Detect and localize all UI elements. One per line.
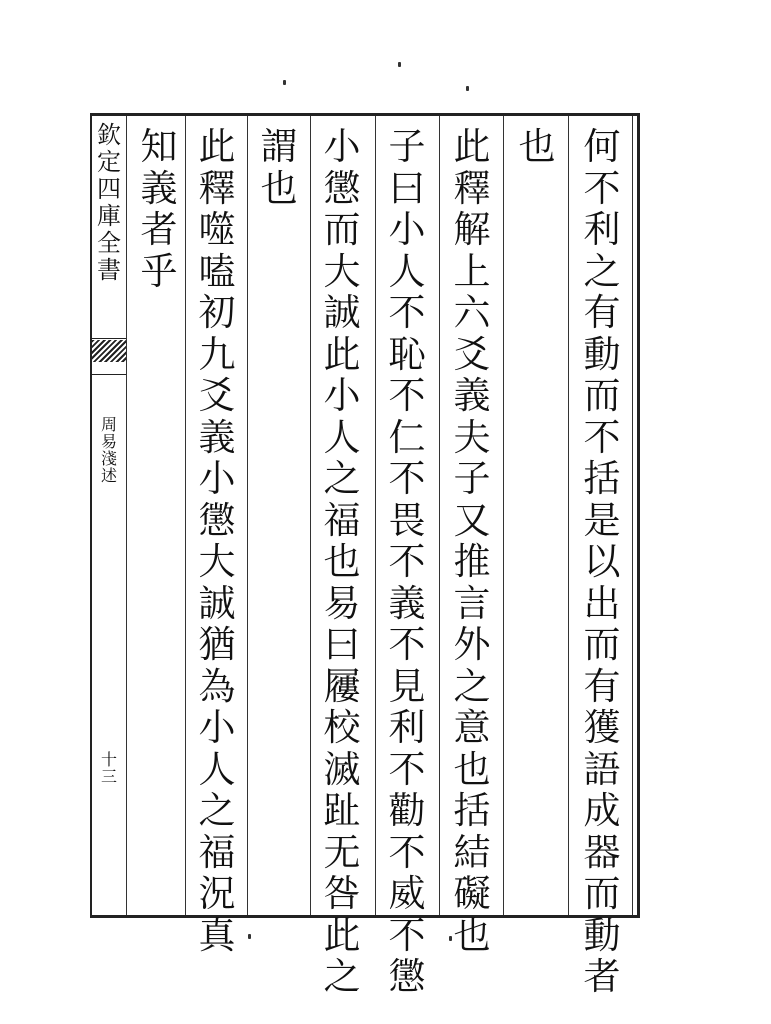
glyph: 成 bbox=[583, 789, 621, 832]
glyph: 恥 bbox=[388, 332, 426, 376]
glyph: 校 bbox=[323, 706, 361, 749]
glyph: 義 bbox=[198, 415, 236, 459]
glyph: 易 bbox=[323, 581, 361, 625]
glyph: 解 bbox=[453, 208, 491, 251]
glyph: 不 bbox=[583, 166, 621, 210]
text-column-5 bbox=[312, 126, 372, 998]
glyph: 夫 bbox=[453, 415, 491, 459]
glyph: 義 bbox=[140, 166, 178, 210]
glyph: 知 bbox=[140, 125, 178, 168]
glyph: 此 bbox=[323, 332, 361, 376]
glyph: 无 bbox=[323, 830, 361, 874]
glyph: 此 bbox=[323, 913, 361, 957]
glyph: 庫 bbox=[97, 202, 121, 230]
glyph: 何 bbox=[583, 125, 621, 168]
glyph: 真 bbox=[198, 913, 236, 957]
glyph: 易 bbox=[100, 432, 117, 451]
glyph: 言 bbox=[453, 581, 491, 625]
text-column-4 bbox=[377, 126, 437, 998]
scan-speck bbox=[466, 86, 469, 91]
glyph: 不 bbox=[583, 415, 621, 459]
glyph: 乎 bbox=[140, 249, 178, 293]
glyph: 推 bbox=[453, 540, 491, 583]
glyph: 定 bbox=[97, 148, 121, 176]
glyph: 者 bbox=[140, 208, 178, 251]
glyph: 書 bbox=[97, 256, 121, 284]
glyph: 小 bbox=[198, 457, 236, 500]
glyph: 謂 bbox=[260, 125, 298, 168]
page-number bbox=[92, 751, 126, 785]
glyph: 不 bbox=[388, 747, 426, 791]
glyph: 不 bbox=[388, 913, 426, 957]
glyph: 人 bbox=[323, 415, 361, 459]
glyph: 子 bbox=[388, 125, 426, 168]
scan-speck bbox=[248, 934, 251, 939]
glyph: 不 bbox=[388, 540, 426, 583]
text-column-8 bbox=[129, 126, 189, 292]
glyph: 也 bbox=[518, 125, 556, 168]
glyph: 意 bbox=[453, 706, 491, 749]
glyph: 欽 bbox=[97, 121, 121, 149]
glyph: 懲 bbox=[388, 955, 426, 998]
glyph: 九 bbox=[198, 332, 236, 376]
glyph: 也 bbox=[453, 913, 491, 957]
glyph: 利 bbox=[583, 208, 621, 251]
glyph: 利 bbox=[388, 706, 426, 749]
glyph: 義 bbox=[388, 581, 426, 625]
glyph: 而 bbox=[323, 208, 361, 251]
glyph: 出 bbox=[583, 581, 621, 625]
glyph: 小 bbox=[388, 208, 426, 251]
text-column-6 bbox=[249, 126, 309, 209]
glyph: 威 bbox=[388, 872, 426, 915]
column-rule bbox=[503, 116, 504, 915]
glyph: 周 bbox=[100, 415, 117, 434]
glyph: 礙 bbox=[453, 872, 491, 915]
glyph: 咎 bbox=[323, 872, 361, 915]
fishtail-top-rule bbox=[92, 338, 126, 339]
margin-title bbox=[92, 122, 126, 284]
glyph: 小 bbox=[323, 125, 361, 168]
glyph: 爻 bbox=[198, 374, 236, 417]
glyph: 而 bbox=[583, 374, 621, 417]
glyph: 有 bbox=[583, 664, 621, 708]
glyph: 不 bbox=[388, 374, 426, 417]
glyph: 是 bbox=[583, 498, 621, 542]
glyph: 畏 bbox=[388, 498, 426, 542]
glyph: 不 bbox=[388, 623, 426, 666]
glyph: 十 bbox=[100, 750, 117, 769]
glyph: 也 bbox=[323, 540, 361, 583]
glyph: 人 bbox=[388, 249, 426, 293]
glyph: 器 bbox=[583, 830, 621, 874]
glyph: 述 bbox=[100, 466, 117, 485]
glyph: 曰 bbox=[388, 166, 426, 210]
glyph: 見 bbox=[388, 664, 426, 708]
text-column-3 bbox=[442, 126, 502, 956]
glyph: 全 bbox=[97, 229, 121, 257]
scan-speck bbox=[283, 80, 286, 85]
glyph: 小 bbox=[198, 706, 236, 749]
glyph: 誠 bbox=[198, 581, 236, 625]
text-column-7 bbox=[187, 126, 247, 956]
glyph: 釋 bbox=[198, 166, 236, 210]
glyph: 勸 bbox=[388, 789, 426, 832]
glyph: 子 bbox=[453, 457, 491, 500]
glyph: 初 bbox=[198, 291, 236, 334]
column-rule bbox=[310, 116, 311, 915]
glyph: 而 bbox=[583, 623, 621, 666]
glyph: 噬 bbox=[198, 208, 236, 251]
glyph: 而 bbox=[583, 872, 621, 915]
glyph: 釋 bbox=[453, 166, 491, 210]
glyph: 也 bbox=[260, 166, 298, 210]
glyph: 之 bbox=[198, 789, 236, 832]
glyph: 括 bbox=[453, 789, 491, 832]
glyph: 之 bbox=[323, 955, 361, 998]
glyph: 爻 bbox=[453, 332, 491, 376]
glyph: 之 bbox=[583, 249, 621, 293]
glyph: 為 bbox=[198, 664, 236, 708]
glyph: 不 bbox=[388, 830, 426, 874]
glyph: 語 bbox=[583, 747, 621, 791]
text-column-2 bbox=[507, 126, 567, 168]
glyph: 此 bbox=[453, 125, 491, 168]
glyph: 之 bbox=[453, 664, 491, 708]
glyph: 趾 bbox=[323, 789, 361, 832]
glyph: 懲 bbox=[198, 498, 236, 542]
glyph: 四 bbox=[97, 175, 121, 203]
fishtail-ornament bbox=[92, 340, 126, 362]
glyph: 結 bbox=[453, 830, 491, 874]
glyph: 上 bbox=[453, 249, 491, 293]
glyph: 曰 bbox=[323, 623, 361, 666]
glyph: 滅 bbox=[323, 747, 361, 791]
glyph: 義 bbox=[453, 374, 491, 417]
glyph: 動 bbox=[583, 332, 621, 376]
glyph: 六 bbox=[453, 291, 491, 334]
book-title bbox=[92, 416, 126, 484]
glyph: 不 bbox=[388, 291, 426, 334]
glyph: 嗑 bbox=[198, 249, 236, 293]
glyph: 大 bbox=[198, 540, 236, 583]
column-rule bbox=[375, 116, 376, 915]
glyph: 以 bbox=[583, 540, 621, 583]
fishtail-bottom-rule bbox=[92, 374, 126, 375]
glyph: 之 bbox=[323, 457, 361, 500]
column-rule bbox=[439, 116, 440, 915]
glyph: 外 bbox=[453, 623, 491, 666]
glyph: 有 bbox=[583, 291, 621, 334]
glyph: 懲 bbox=[323, 166, 361, 210]
glyph: 人 bbox=[198, 747, 236, 791]
page-frame bbox=[90, 113, 640, 998]
glyph: 獲 bbox=[583, 706, 621, 749]
glyph: 大 bbox=[323, 249, 361, 293]
text-column-1 bbox=[572, 126, 632, 998]
glyph: 況 bbox=[198, 872, 236, 915]
scan-speck bbox=[449, 936, 452, 941]
glyph: 猶 bbox=[198, 623, 236, 666]
glyph: 此 bbox=[198, 125, 236, 168]
glyph: 小 bbox=[323, 374, 361, 417]
glyph: 福 bbox=[323, 498, 361, 542]
margin-column-rule bbox=[126, 116, 127, 915]
glyph: 屨 bbox=[323, 664, 361, 708]
glyph: 括 bbox=[583, 457, 621, 500]
glyph: 三 bbox=[100, 767, 117, 786]
column-rule bbox=[247, 116, 248, 915]
glyph: 福 bbox=[198, 830, 236, 874]
glyph: 者 bbox=[583, 955, 621, 998]
glyph: 淺 bbox=[100, 449, 117, 468]
scan-speck bbox=[398, 62, 401, 67]
glyph: 也 bbox=[453, 747, 491, 791]
column-rule bbox=[568, 116, 569, 915]
glyph: 動 bbox=[583, 913, 621, 957]
glyph: 仁 bbox=[388, 415, 426, 459]
glyph: 誠 bbox=[323, 291, 361, 334]
glyph: 不 bbox=[388, 457, 426, 500]
glyph: 又 bbox=[453, 498, 491, 542]
